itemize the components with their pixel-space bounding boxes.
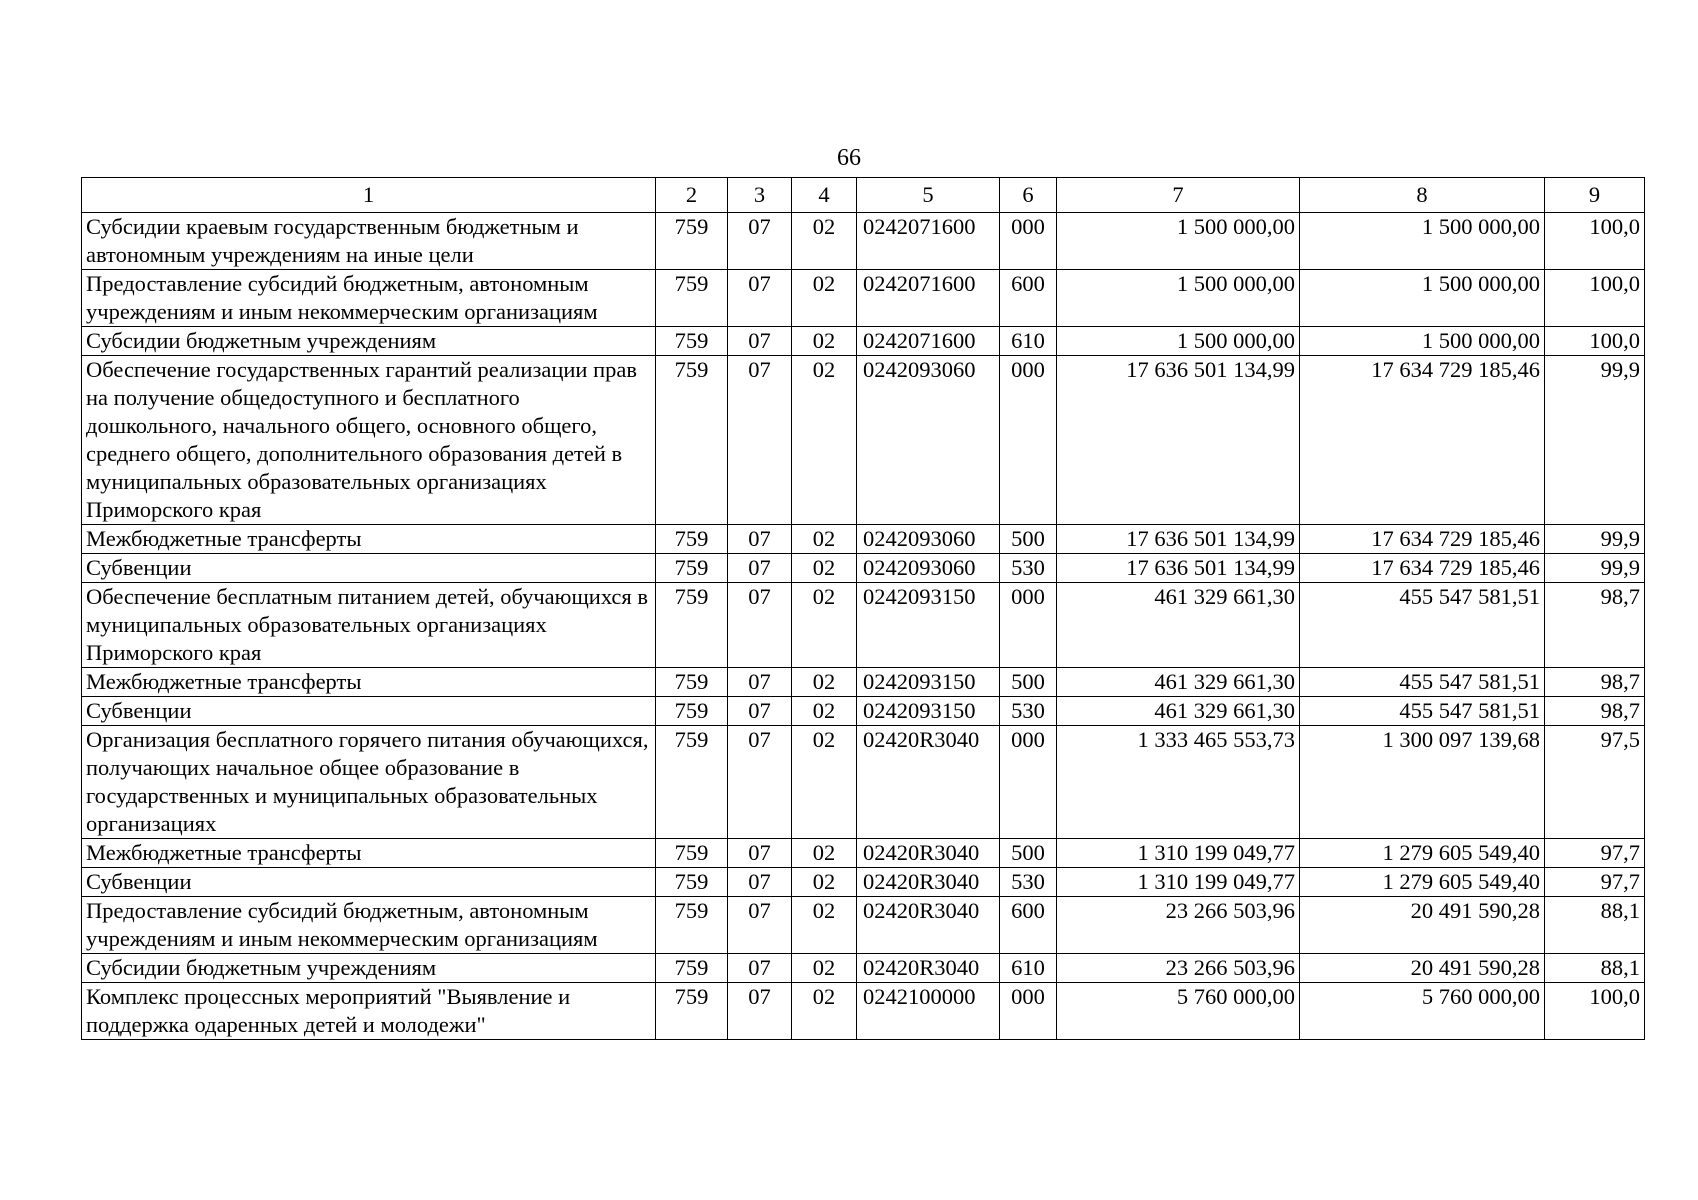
row-col-9: 100,0: [1545, 270, 1645, 327]
row-name: Предоставление субсидий бюджетным, автономным учреждениям и иным некоммерческим организациям: [82, 897, 656, 954]
row-col-5: 0242093060: [857, 554, 1000, 583]
row-col-3: 07: [728, 897, 792, 954]
row-col-2: 759: [656, 697, 728, 726]
row-col-7: 1 310 199 049,77: [1057, 868, 1300, 897]
row-col-8: 1 500 000,00: [1300, 327, 1545, 356]
row-col-9: 99,9: [1545, 356, 1645, 525]
row-col-3: 07: [728, 554, 792, 583]
row-col-9: 100,0: [1545, 213, 1645, 270]
row-col-5: 0242071600: [857, 327, 1000, 356]
row-col-2: 759: [656, 554, 728, 583]
row-col-3: 07: [728, 356, 792, 525]
row-col-6: 000: [1000, 583, 1057, 668]
row-col-5: 0242093060: [857, 356, 1000, 525]
row-col-7: 1 333 465 553,73: [1057, 726, 1300, 839]
table-row: [82, 554, 1645, 583]
row-col-3: 07: [728, 270, 792, 327]
table-row: [82, 668, 1645, 697]
table-row: [82, 356, 1645, 525]
row-col-9: 98,7: [1545, 697, 1645, 726]
header-cell: 6: [1000, 178, 1057, 213]
row-col-9: 99,9: [1545, 554, 1645, 583]
row-col-9: 99,9: [1545, 525, 1645, 554]
row-col-9: 97,7: [1545, 839, 1645, 868]
row-col-6: 000: [1000, 356, 1057, 525]
row-col-5: 02420R3040: [857, 839, 1000, 868]
row-col-7: 23 266 503,96: [1057, 954, 1300, 983]
row-col-5: 0242100000: [857, 983, 1000, 1040]
row-col-9: 97,7: [1545, 868, 1645, 897]
table-row: [82, 213, 1645, 270]
row-name: Организация бесплатного горячего питания обучающихся, получающих начальное общее образование в государственных и муниципальных образовательных организациях: [82, 726, 656, 839]
row-col-9: 98,7: [1545, 583, 1645, 668]
header-cell: 2: [656, 178, 728, 213]
row-col-5: 02420R3040: [857, 726, 1000, 839]
row-col-5: 0242093060: [857, 525, 1000, 554]
header-row: [82, 178, 1645, 213]
row-name: Комплекс процессных мероприятий "Выявление и поддержка одаренных детей и молодежи": [82, 983, 656, 1040]
row-col-5: 0242093150: [857, 583, 1000, 668]
table-row: [82, 697, 1645, 726]
header-cell: 5: [857, 178, 1000, 213]
row-col-7: 461 329 661,30: [1057, 697, 1300, 726]
row-col-2: 759: [656, 327, 728, 356]
row-col-4: 02: [792, 897, 857, 954]
row-col-5: 02420R3040: [857, 868, 1000, 897]
row-col-4: 02: [792, 668, 857, 697]
row-col-6: 610: [1000, 954, 1057, 983]
row-name: Обеспечение государственных гарантий реализации прав на получение общедоступного и бесплатного дошкольного, начального общего, основного общего, среднего общего, дополнительного образования детей в муниципальных образовательных организациях Приморского края: [82, 356, 656, 525]
row-name: Субсидии бюджетным учреждениям: [82, 327, 656, 356]
row-col-4: 02: [792, 327, 857, 356]
row-col-8: 20 491 590,28: [1300, 897, 1545, 954]
row-col-2: 759: [656, 983, 728, 1040]
row-col-3: 07: [728, 697, 792, 726]
row-col-4: 02: [792, 270, 857, 327]
row-col-7: 461 329 661,30: [1057, 668, 1300, 697]
row-col-8: 17 634 729 185,46: [1300, 525, 1545, 554]
row-col-8: 5 760 000,00: [1300, 983, 1545, 1040]
row-col-4: 02: [792, 356, 857, 525]
row-col-6: 600: [1000, 897, 1057, 954]
row-col-9: 100,0: [1545, 983, 1645, 1040]
row-col-4: 02: [792, 554, 857, 583]
row-col-6: 610: [1000, 327, 1057, 356]
row-name: Межбюджетные трансферты: [82, 525, 656, 554]
budget-table: [81, 177, 1645, 1040]
row-col-2: 759: [656, 897, 728, 954]
table-row: [82, 983, 1645, 1040]
row-col-8: 455 547 581,51: [1300, 668, 1545, 697]
row-col-6: 500: [1000, 839, 1057, 868]
row-col-9: 88,1: [1545, 954, 1645, 983]
row-name: Межбюджетные трансферты: [82, 839, 656, 868]
header-cell: 1: [82, 178, 656, 213]
row-col-9: 98,7: [1545, 668, 1645, 697]
row-col-3: 07: [728, 839, 792, 868]
row-col-8: 455 547 581,51: [1300, 583, 1545, 668]
row-col-2: 759: [656, 525, 728, 554]
row-col-8: 1 500 000,00: [1300, 213, 1545, 270]
row-col-8: 455 547 581,51: [1300, 697, 1545, 726]
row-col-5: 0242093150: [857, 668, 1000, 697]
row-name: Межбюджетные трансферты: [82, 668, 656, 697]
header-cell: 9: [1545, 178, 1645, 213]
row-col-2: 759: [656, 668, 728, 697]
row-col-9: 88,1: [1545, 897, 1645, 954]
row-col-7: 461 329 661,30: [1057, 583, 1300, 668]
row-col-4: 02: [792, 213, 857, 270]
row-col-2: 759: [656, 213, 728, 270]
row-col-4: 02: [792, 983, 857, 1040]
table-row: [82, 839, 1645, 868]
row-col-8: 1 500 000,00: [1300, 270, 1545, 327]
row-col-7: 5 760 000,00: [1057, 983, 1300, 1040]
header-cell: 4: [792, 178, 857, 213]
row-col-8: 1 279 605 549,40: [1300, 839, 1545, 868]
row-col-4: 02: [792, 839, 857, 868]
row-col-2: 759: [656, 839, 728, 868]
row-col-3: 07: [728, 983, 792, 1040]
header-cell: 7: [1057, 178, 1300, 213]
table-row: [82, 270, 1645, 327]
row-col-6: 600: [1000, 270, 1057, 327]
row-col-8: 17 634 729 185,46: [1300, 554, 1545, 583]
row-col-8: 1 279 605 549,40: [1300, 868, 1545, 897]
row-col-6: 500: [1000, 525, 1057, 554]
row-col-2: 759: [656, 356, 728, 525]
row-name: Субсидии краевым государственным бюджетным и автономным учреждениям на иные цели: [82, 213, 656, 270]
row-col-6: 530: [1000, 868, 1057, 897]
row-col-6: 530: [1000, 554, 1057, 583]
row-name: Субвенции: [82, 868, 656, 897]
table-row: [82, 726, 1645, 839]
row-col-3: 07: [728, 327, 792, 356]
row-col-4: 02: [792, 954, 857, 983]
row-col-6: 000: [1000, 213, 1057, 270]
row-col-2: 759: [656, 270, 728, 327]
row-col-4: 02: [792, 726, 857, 839]
row-col-3: 07: [728, 668, 792, 697]
row-col-5: 0242093150: [857, 697, 1000, 726]
row-name: Субсидии бюджетным учреждениям: [82, 954, 656, 983]
row-col-6: 000: [1000, 726, 1057, 839]
row-col-7: 23 266 503,96: [1057, 897, 1300, 954]
table-row: [82, 954, 1645, 983]
row-col-6: 000: [1000, 983, 1057, 1040]
row-col-3: 07: [728, 525, 792, 554]
row-col-5: 0242071600: [857, 270, 1000, 327]
row-col-8: 20 491 590,28: [1300, 954, 1545, 983]
row-col-2: 759: [656, 868, 728, 897]
row-col-5: 02420R3040: [857, 897, 1000, 954]
row-col-5: 0242071600: [857, 213, 1000, 270]
row-col-3: 07: [728, 213, 792, 270]
header-cell: 3: [728, 178, 792, 213]
row-col-7: 17 636 501 134,99: [1057, 525, 1300, 554]
row-col-8: 17 634 729 185,46: [1300, 356, 1545, 525]
row-col-2: 759: [656, 583, 728, 668]
table-row: [82, 525, 1645, 554]
row-col-2: 759: [656, 954, 728, 983]
row-name: Предоставление субсидий бюджетным, автономным учреждениям и иным некоммерческим организациям: [82, 270, 656, 327]
row-col-3: 07: [728, 868, 792, 897]
row-col-7: 1 310 199 049,77: [1057, 839, 1300, 868]
row-col-9: 100,0: [1545, 327, 1645, 356]
row-col-3: 07: [728, 954, 792, 983]
page-number: 66: [837, 145, 861, 171]
row-col-7: 1 500 000,00: [1057, 270, 1300, 327]
row-col-7: 1 500 000,00: [1057, 213, 1300, 270]
table-row: [82, 583, 1645, 668]
row-col-8: 1 300 097 139,68: [1300, 726, 1545, 839]
row-name: Субвенции: [82, 697, 656, 726]
row-col-4: 02: [792, 697, 857, 726]
row-col-4: 02: [792, 583, 857, 668]
row-col-9: 97,5: [1545, 726, 1645, 839]
row-col-7: 17 636 501 134,99: [1057, 554, 1300, 583]
row-col-7: 17 636 501 134,99: [1057, 356, 1300, 525]
row-col-3: 07: [728, 583, 792, 668]
row-col-5: 02420R3040: [857, 954, 1000, 983]
row-col-6: 530: [1000, 697, 1057, 726]
row-col-2: 759: [656, 726, 728, 839]
table-row: [82, 868, 1645, 897]
row-col-3: 07: [728, 726, 792, 839]
row-col-4: 02: [792, 525, 857, 554]
row-col-6: 500: [1000, 668, 1057, 697]
row-col-7: 1 500 000,00: [1057, 327, 1300, 356]
table-row: [82, 327, 1645, 356]
header-cell: 8: [1300, 178, 1545, 213]
row-name: Субвенции: [82, 554, 656, 583]
row-col-4: 02: [792, 868, 857, 897]
table-row: [82, 897, 1645, 954]
row-name: Обеспечение бесплатным питанием детей, обучающихся в муниципальных образовательных организациях Приморского края: [82, 583, 656, 668]
